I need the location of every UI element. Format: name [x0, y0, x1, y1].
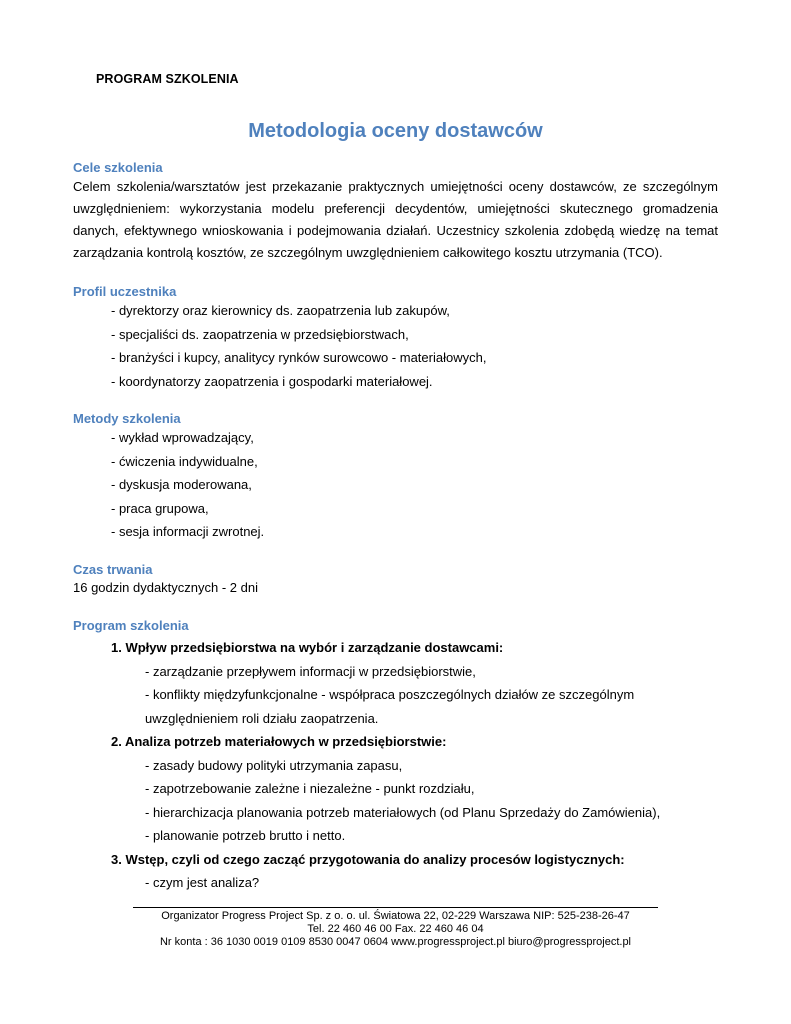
footer-contact-line: Tel. 22 460 46 00 Fax. 22 460 46 04 — [307, 923, 484, 935]
program-module-item: - czym jest analiza? — [145, 875, 260, 890]
methods-list — [111, 426, 264, 544]
program-module-title: 1. Wpływ przedsiębiorstwa na wybór i zarządzanie dostawcami: — [111, 640, 504, 655]
program-modules — [111, 636, 671, 895]
profile-list — [111, 299, 486, 393]
duration-heading: Czas trwania — [73, 562, 153, 577]
profile-list-item: - koordynatorzy zaopatrzenia i gospodarki materiałowej. — [111, 373, 433, 389]
methods-heading: Metody szkolenia — [73, 411, 181, 426]
goals-heading: Cele szkolenia — [73, 160, 163, 175]
methods-list-item: - ćwiczenia indywidualne, — [111, 453, 258, 469]
program-module-items — [111, 754, 671, 848]
program-module-item: - konflikty międzyfunkcjonalne - współpraca poszczególnych działów ze szczególnym uwzględnieniem roli działu zaopatrzenia. — [145, 687, 635, 726]
profile-list-item: - dyrektorzy oraz kierownicy ds. zaopatrzenia lub zakupów, — [111, 303, 450, 318]
duration-text: 16 godzin dydaktycznych - 2 dni — [73, 580, 258, 595]
document-header-label: PROGRAM SZKOLENIA — [96, 72, 239, 86]
program-module-title: 3. Wstęp, czyli od czego zacząć przygotowania do analizy procesów logistycznych: — [111, 851, 625, 867]
program-module-items — [111, 871, 671, 895]
program-module-items — [111, 660, 671, 731]
methods-list-item: - praca grupowa, — [111, 500, 209, 516]
methods-list-item: - dyskusja moderowana, — [111, 477, 252, 492]
footer-divider — [133, 907, 658, 908]
footer-account-line: Nr konta : 36 1030 0019 0109 8530 0047 0604 www.progressproject.pl biuro@progressproject.pl — [159, 936, 632, 948]
program-module-item: - zasady budowy polityki utrzymania zapasu, — [145, 757, 403, 773]
program-module-item: - zapotrzebowanie zależne i niezależne - punkt rozdziału, — [145, 781, 475, 796]
document-title: Metodologia oceny dostawców — [248, 120, 543, 142]
program-module-item: - zarządzanie przepływem informacji w przedsiębiorstwie, — [145, 663, 476, 679]
methods-list-item: - wykład wprowadzający, — [111, 430, 254, 445]
program-module-item: - hierarchizacja planowania potrzeb materiałowych (od Planu Sprzedaży do Zamówienia), — [145, 804, 661, 820]
profile-list-item: - specjaliści ds. zaopatrzenia w przedsiębiorstwach, — [111, 326, 409, 342]
program-heading: Program szkolenia — [73, 618, 189, 633]
profile-heading: Profil uczestnika — [73, 284, 177, 299]
methods-list-item: - sesja informacji zwrotnej. — [111, 524, 265, 539]
goals-paragraph: Celem szkolenia/warsztatów jest przekazanie praktycznych umiejętności oceny dostawców, ze szczególnym uwzględnieniem: wykorzystania modelu preferencji decydentów, umiejętności skutecznego gromadzenia danych, efektywnego wnioskowania i podejmowania działań. Uczestnicy szkolenia zdobędą wiedzę na temat zarządzania kontrolą kosztów, ze szczególnym uwzględnieniem całkowitego kosztu utrzymania (TCO). — [73, 179, 718, 260]
program-module-title: 2. Analiza potrzeb materiałowych w przedsiębiorstwie: — [111, 734, 447, 749]
footer-organizer-line: Organizator Progress Project Sp. z o. o. ul. Światowa 22, 02-229 Warszawa NIP: 525-238-26-47 — [161, 910, 630, 922]
profile-list-item: - branżyści i kupcy, analitycy rynków surowcowo - materiałowych, — [111, 350, 487, 365]
program-module-item: - planowanie potrzeb brutto i netto. — [145, 828, 346, 843]
